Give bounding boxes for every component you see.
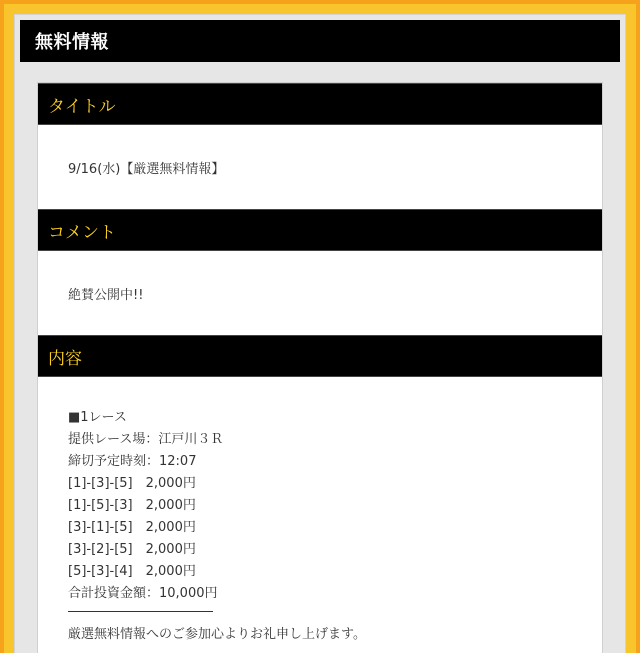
content-line: [3]-[2]-[5] 2,000円 xyxy=(68,542,196,557)
content-line: [3]-[1]-[5] 2,000円 xyxy=(68,520,196,535)
content-line: [1]-[3]-[5] 2,000円 xyxy=(68,476,196,491)
section-body-content xyxy=(38,377,602,646)
title-text: 9/16(水)【厳選無料情報】 xyxy=(68,161,225,177)
page-title: 無料情報 xyxy=(20,20,620,62)
content-line: [1]-[5]-[3] 2,000円 xyxy=(68,498,196,513)
content-line: 合計投資金額：10,000円 xyxy=(68,586,218,601)
content-footer-text: 厳選無料情報へのご参加心よりお礼申し上げます。 xyxy=(68,627,366,642)
comment-text: 絶賛公開中!! xyxy=(68,287,144,303)
content-line: [5]-[3]-[4] 2,000円 xyxy=(68,564,196,579)
section-body-comment xyxy=(38,251,602,335)
content-line: ■1レース xyxy=(68,410,127,425)
content-line: 締切予定時刻：12:07 xyxy=(68,454,197,469)
section-heading-content: 内容 xyxy=(38,335,602,377)
info-content-box xyxy=(37,82,603,653)
free-info-panel xyxy=(14,14,626,653)
section-body-title xyxy=(38,125,602,209)
outer-frame xyxy=(4,4,636,653)
divider-line xyxy=(68,611,213,612)
section-heading-comment: コメント xyxy=(38,209,602,251)
section-heading-title: タイトル xyxy=(38,83,602,125)
content-line: 提供レース場：江戸川３Ｒ xyxy=(68,432,224,447)
